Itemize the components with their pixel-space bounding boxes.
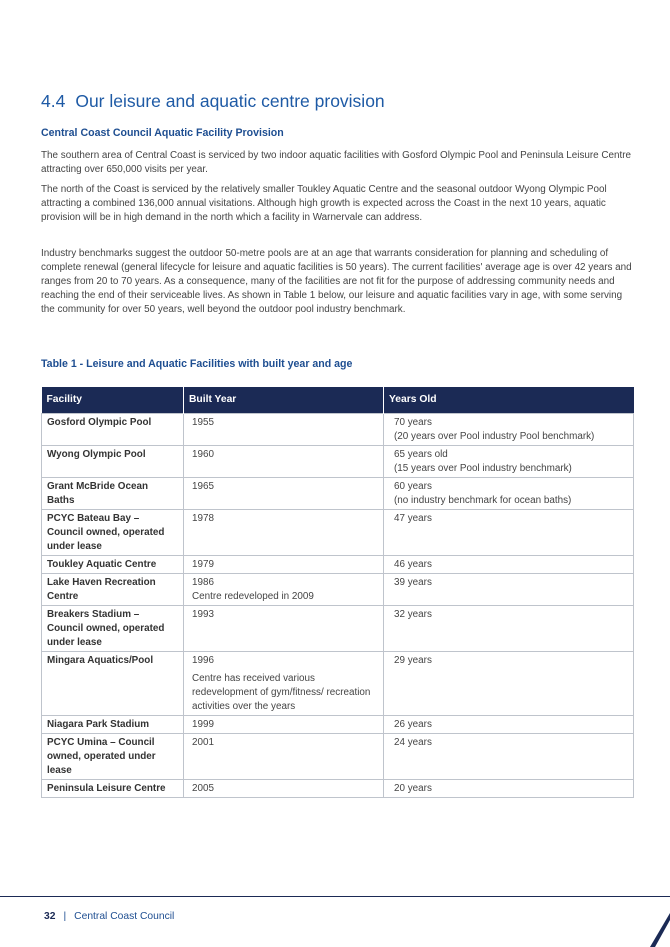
table-header-row — [42, 387, 634, 414]
footer-organisation: Central Coast Council — [74, 911, 175, 922]
built-year: 1965 — [192, 481, 214, 492]
years-old: 47 years — [394, 513, 432, 524]
years-old: 60 years — [394, 481, 432, 492]
years-old-cell — [384, 510, 634, 556]
paragraph-2: The north of the Coast is serviced by the relatively smaller Toukley Aquatic Centre and the seasonal outdoor Wyong Olympic Pool attracting a combined 136,000 annual visitations. Although high growth is expected across the Coast in the next 10 years, aquatic provision will be in high demand in the north which a facility in Warnervale can address. — [41, 184, 607, 223]
built-year-cell — [184, 510, 384, 556]
built-year-cell — [184, 446, 384, 478]
built-year: 1993 — [192, 609, 214, 620]
built-year: 2005 — [192, 783, 214, 794]
facility-cell: Mingara Aquatics/Pool — [42, 652, 184, 716]
built-year-cell — [184, 734, 384, 780]
facilities-table — [41, 387, 634, 798]
header-years-old: Years Old — [384, 387, 634, 414]
table-row — [42, 734, 634, 780]
facility-cell: Gosford Olympic Pool — [42, 414, 184, 446]
built-year: 1996 — [192, 655, 214, 666]
years-old-note: (15 years over Pool industry benchmark) — [394, 463, 572, 474]
years-old-cell — [384, 556, 634, 574]
built-year-note: Centre redeveloped in 2009 — [192, 591, 314, 602]
years-old: 29 years — [394, 655, 432, 666]
facility-cell: Toukley Aquatic Centre — [42, 556, 184, 574]
built-year-cell — [184, 606, 384, 652]
table-row — [42, 510, 634, 556]
table-row — [42, 574, 634, 606]
years-old: 24 years — [394, 737, 432, 748]
built-year: 2001 — [192, 737, 214, 748]
table-row — [42, 716, 634, 734]
subheading: Central Coast Council Aquatic Facility Provision — [41, 127, 284, 139]
facility-cell: Niagara Park Stadium — [42, 716, 184, 734]
section-heading — [41, 91, 385, 112]
years-old-note: (20 years over Pool industry Pool benchmark) — [394, 431, 595, 442]
years-old-cell — [384, 446, 634, 478]
facility-cell: PCYC Bateau Bay – Council owned, operated under lease — [42, 510, 184, 556]
years-old: 39 years — [394, 577, 432, 588]
table-row — [42, 606, 634, 652]
header-facility: Facility — [42, 387, 184, 414]
built-year-cell — [184, 556, 384, 574]
facility-cell: Grant McBride Ocean Baths — [42, 478, 184, 510]
built-year: 1999 — [192, 719, 214, 730]
table-row — [42, 780, 634, 798]
built-year: 1960 — [192, 449, 214, 460]
table-title: Table 1 - Leisure and Aquatic Facilities with built year and age — [41, 358, 353, 370]
built-year-cell — [184, 478, 384, 510]
facility-cell: Lake Haven Recreation Centre — [42, 574, 184, 606]
built-year-cell — [184, 780, 384, 798]
years-old-cell — [384, 734, 634, 780]
table-row — [42, 414, 634, 446]
years-old: 26 years — [394, 719, 432, 730]
table-body — [42, 414, 634, 798]
built-year: 1955 — [192, 417, 214, 428]
years-old: 46 years — [394, 559, 432, 570]
page-number: 32 — [44, 911, 56, 922]
table-row — [42, 652, 634, 716]
years-old-cell — [384, 606, 634, 652]
built-year: 1979 — [192, 559, 214, 570]
built-year: 1978 — [192, 513, 214, 524]
footer-divider — [0, 896, 670, 897]
years-old-cell — [384, 478, 634, 510]
paragraph-1: The southern area of Central Coast is serviced by two indoor aquatic facilities with Gosford Olympic Pool and Peninsula Leisure Centre attracting over 650,000 visits per year. — [41, 150, 632, 175]
header-built-year: Built Year — [184, 387, 384, 414]
section-title: Our leisure and aquatic centre provision — [75, 91, 385, 111]
years-old: 65 years old — [394, 449, 448, 460]
corner-stripe-graphic — [650, 913, 670, 947]
years-old-cell — [384, 716, 634, 734]
paragraph-3: Industry benchmarks suggest the outdoor 50-metre pools are at an age that warrants consideration for planning and scheduling of complete renewal (general lifecycle for leisure and aquatic facilities is 50 years). The current facilities' average age is over 42 years and ranges from 20 to 70 years. As a consequence, many of the facilities are not fit for the purpose of addressing community needs and reaching the end of their serviceable lives. As shown in Table 1 below, our leisure and aquatic facilities vary in age, with some serving the community for over 50 years, well beyond the outdoor pool industry benchmark. — [41, 248, 632, 315]
built-year-note: Centre has received various redevelopment of gym/fitness/ recreation activities over the years — [192, 673, 371, 712]
facility-cell: Peninsula Leisure Centre — [42, 780, 184, 798]
footer-separator: | — [63, 911, 67, 922]
years-old: 20 years — [394, 783, 432, 794]
built-year-cell — [184, 574, 384, 606]
table-row — [42, 556, 634, 574]
table-row — [42, 478, 634, 510]
page-footer — [44, 911, 174, 922]
section-number: 4.4 — [41, 91, 66, 111]
years-old-cell — [384, 414, 634, 446]
years-old: 70 years — [394, 417, 432, 428]
built-year-cell — [184, 414, 384, 446]
facility-cell: Wyong Olympic Pool — [42, 446, 184, 478]
years-old-cell — [384, 574, 634, 606]
years-old-cell — [384, 652, 634, 716]
facility-cell: PCYC Umina – Council owned, operated under lease — [42, 734, 184, 780]
years-old-note: (no industry benchmark for ocean baths) — [394, 495, 572, 506]
years-old-cell — [384, 780, 634, 798]
built-year: 1986 — [192, 577, 214, 588]
facility-cell: Breakers Stadium – Council owned, operated under lease — [42, 606, 184, 652]
years-old: 32 years — [394, 609, 432, 620]
table-row — [42, 446, 634, 478]
built-year-cell — [184, 652, 384, 716]
built-year-cell — [184, 716, 384, 734]
